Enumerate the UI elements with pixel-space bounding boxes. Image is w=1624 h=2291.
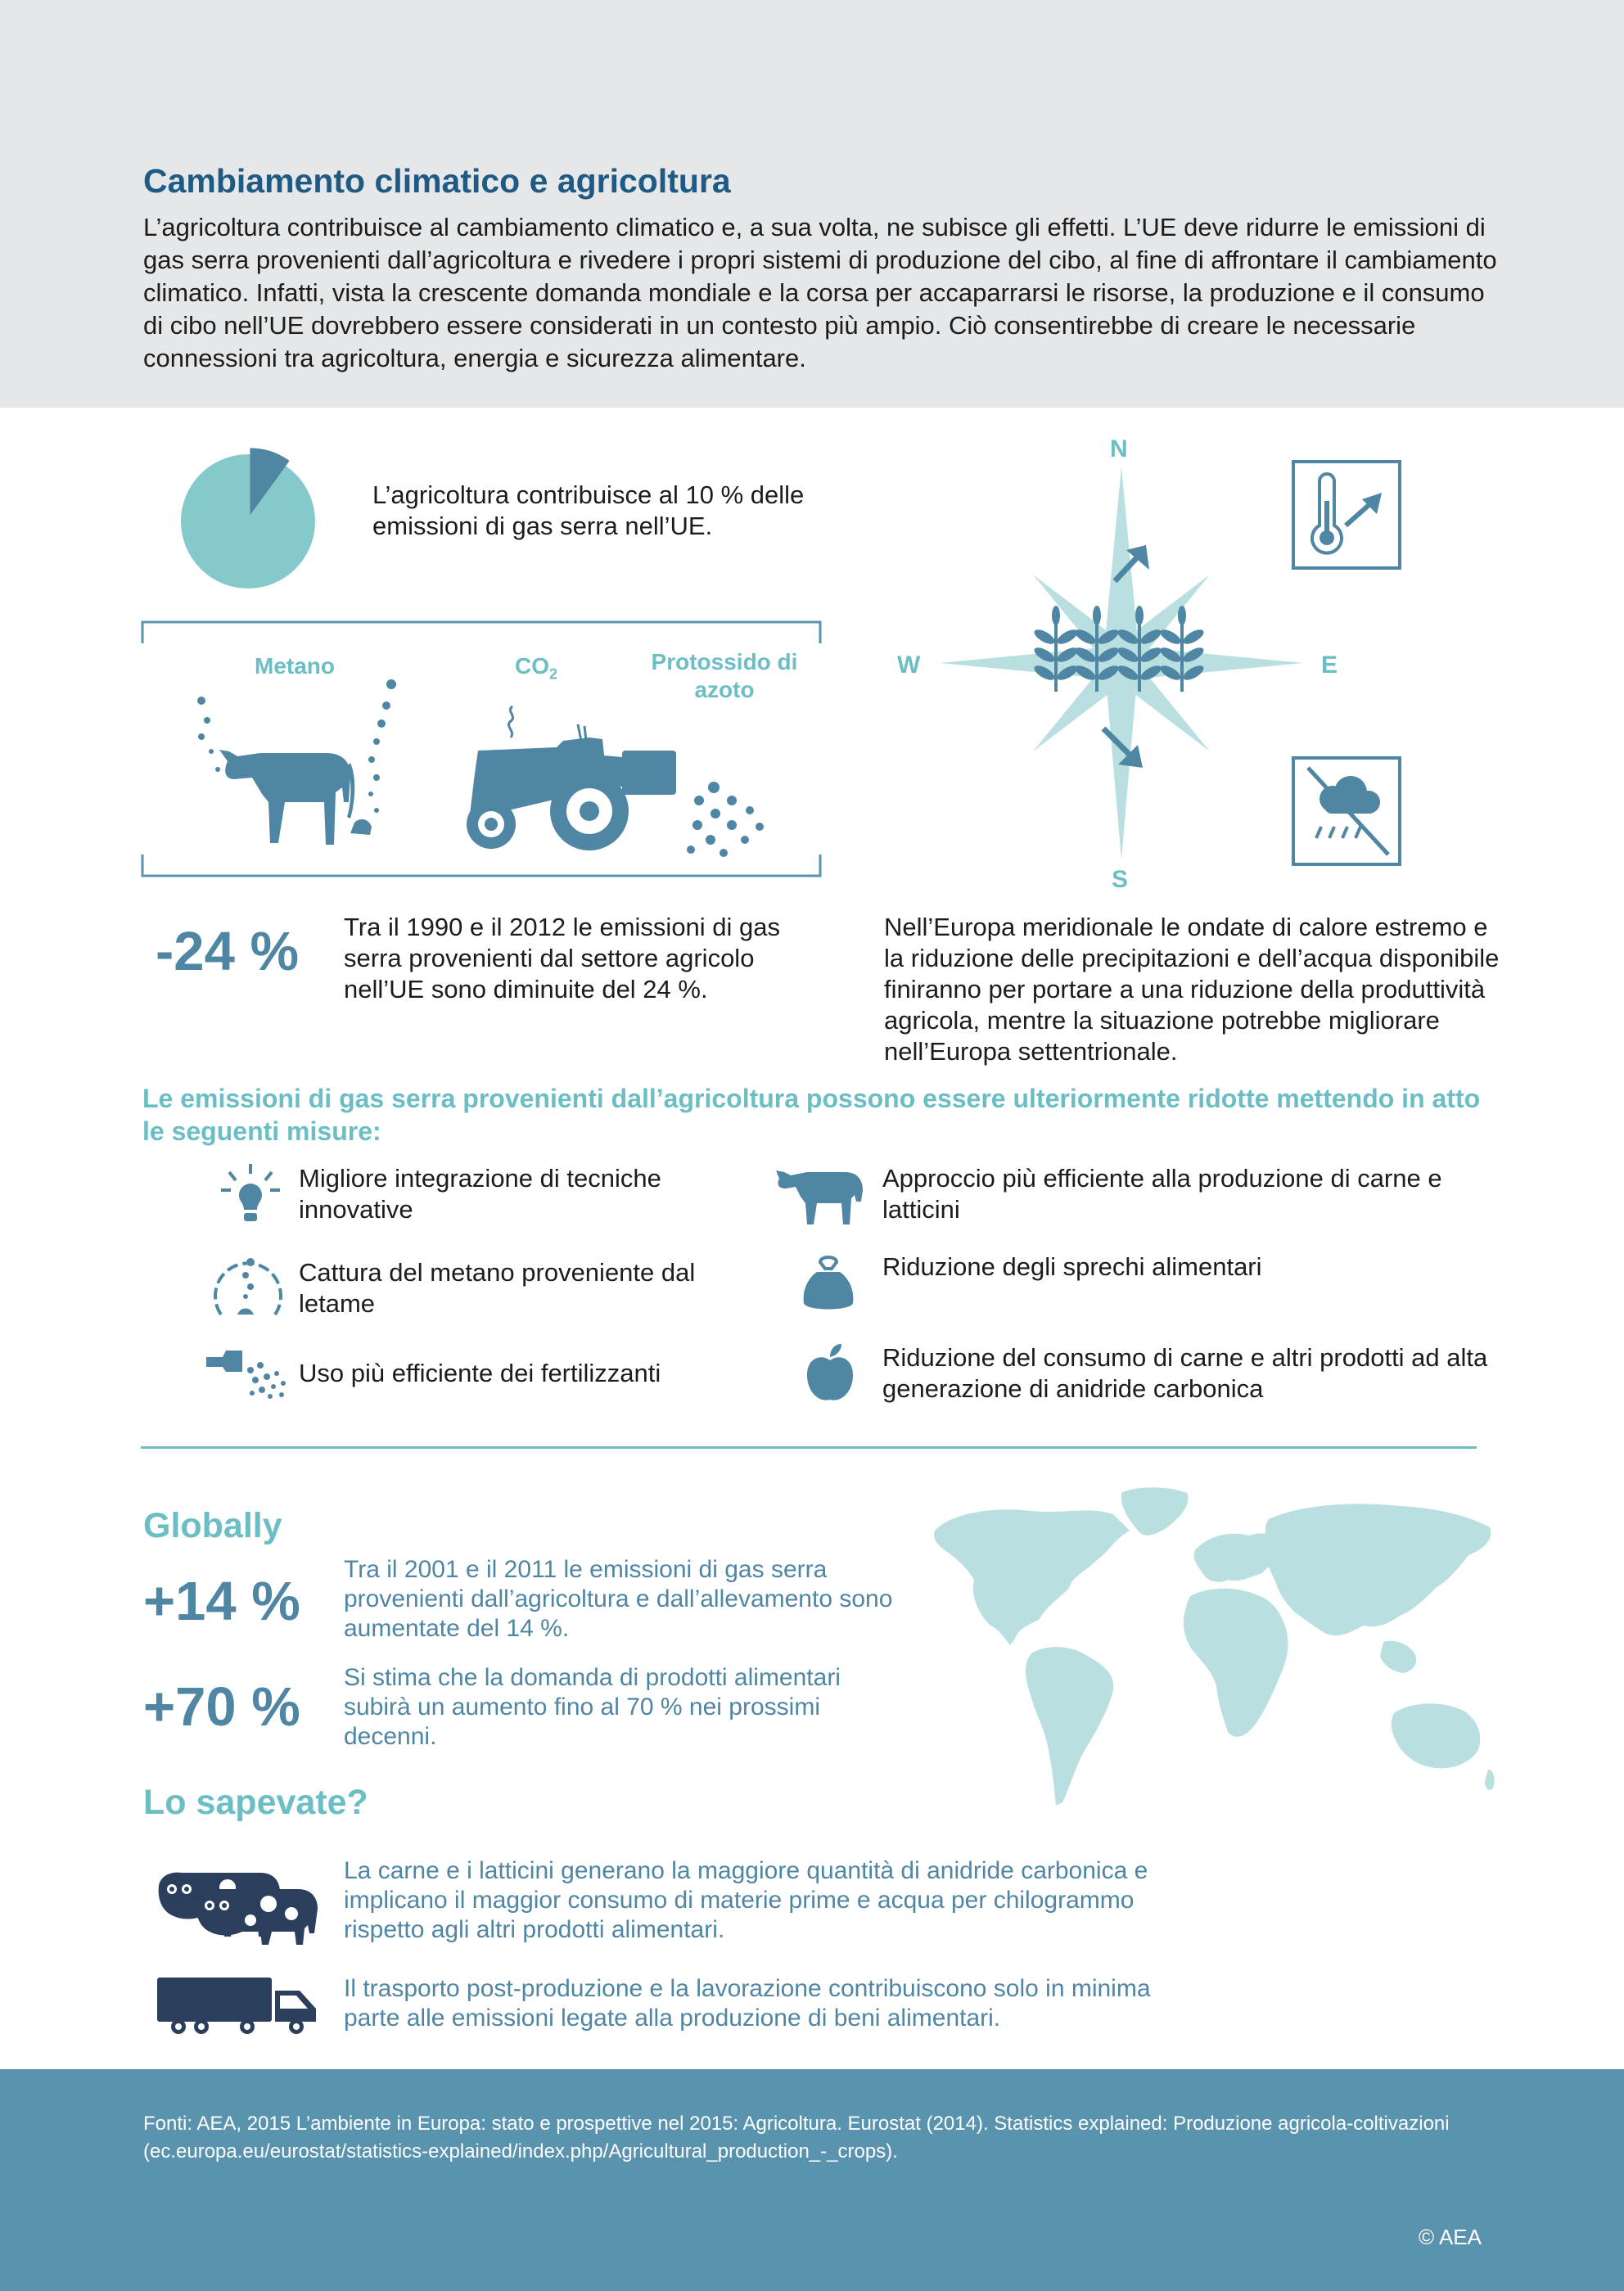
- fertilizer-icon: [205, 1346, 295, 1400]
- measure-right-3: Riduzione del consumo di carne e altri prodotti ad alta generazione di anidride carbonica: [882, 1343, 1488, 1403]
- global-stat-text-1: Tra il 2001 e il 2011 le emissioni di gas serra provenienti dall’agricoltura e dall’allevamento sono aumentate del 14 %.: [344, 1556, 893, 1642]
- co2-subscript: 2: [548, 665, 557, 683]
- map-southeast-asia: [1380, 1641, 1416, 1673]
- page-title: Cambiamento climatico e agricoltura: [143, 162, 731, 200]
- map-greenland: [1121, 1487, 1189, 1536]
- methane-label: Metano: [255, 653, 335, 679]
- cow-icon: [774, 1162, 866, 1224]
- compass-east: E: [1321, 652, 1338, 679]
- did-you-know-heading: Lo sapevate?: [143, 1783, 368, 1822]
- share-text: L’agricoltura contribuisce al 10 % delle emissioni di gas serra nell’UE.: [372, 480, 805, 540]
- intro-paragraph: L’agricoltura contribuisce al cambiamento climatico e, a sua volta, ne subisce gli effetti. L’UE deve ridurre le emissioni di gas serra provenienti dall’agricoltura e rivedere i propri sistemi di produzione del cibo, al fine di affrontare il cambiamento climatico. Infatti, vista la crescente domanda mondiale e la corsa per accaparrarsi le risorse, la produzione e il consumo di cibo nell’UE dovrebbero essere considerati in un contesto più ampio. Ciò consentirebbe di creare le necessarie connessioni tra agricoltura, energia e sicurezza alimentare.: [143, 213, 1497, 372]
- map-north-america: [934, 1509, 1130, 1645]
- reduced-rain-icon: [1292, 756, 1401, 866]
- sources-text: Fonti: AEA, 2015 L’ambiente in Europa: stato e prospettive nel 2015: Agricoltura. Eurostat (2014). Statistics explained: Produzione agricola-coltivazioni (ec.europa.eu/eurostat/statistics-explained/index.php/Agricultural_production_-_crops).: [143, 2113, 1450, 2162]
- nitrous-oxide-dots-icon: [679, 778, 769, 859]
- thermometer-rising-icon: [1292, 460, 1401, 570]
- map-australia: [1392, 1703, 1481, 1768]
- copyright-text: © AEA: [1419, 2225, 1482, 2249]
- compass-north: N: [1110, 435, 1128, 462]
- cows-icon: [154, 1863, 323, 1945]
- map-asia: [1265, 1504, 1491, 1635]
- apple-icon: [805, 1342, 855, 1405]
- map-new-zealand: [1485, 1770, 1495, 1790]
- measure-left-2: Cattura del metano proveniente dal letame: [299, 1258, 696, 1318]
- compass-rose: [900, 426, 1359, 884]
- lightbulb-icon: [218, 1162, 283, 1228]
- global-stat-text-2: Si stima che la domanda di prodotti alimentari subirà un aumento fino al 70 % nei prossimi decenni.: [344, 1664, 841, 1750]
- cow-methane-icon: [187, 671, 408, 851]
- section-divider: [141, 1446, 1477, 1449]
- compass-west: W: [897, 652, 921, 679]
- measures-heading: Le emissioni di gas serra provenienti dall’agricoltura possono essere ulteriormente ridotte mettendo in atto le seguenti misure:: [142, 1084, 1481, 1146]
- measure-right-2: Riduzione degli sprechi alimentari: [882, 1252, 1262, 1281]
- truck-icon: [156, 1976, 319, 2035]
- map-africa: [1184, 1589, 1288, 1737]
- compass-text: Nell’Europa meridionale le ondate di calore estremo e la riduzione delle precipitazioni e dell’acqua disponibile finiranno per portare a una riduzione della produttività agricola, mentre la situazione potrebbe migliorare nell’Europa settentrionale.: [884, 913, 1500, 1066]
- co2-text: CO: [514, 653, 549, 679]
- global-stat-value-1: +14 %: [143, 1571, 300, 1632]
- measure-right-1: Approccio più efficiente alla produzione di carne e latticini: [882, 1164, 1442, 1224]
- map-south-america: [1026, 1647, 1113, 1806]
- pie-rest-slice: [181, 454, 315, 589]
- measure-left-3: Uso più efficiente dei fertilizzanti: [299, 1359, 661, 1387]
- world-map: [925, 1481, 1498, 1825]
- compass-south: S: [1112, 866, 1129, 893]
- tractor-icon: [458, 692, 688, 855]
- share-pie-chart: [178, 442, 326, 598]
- global-stat-value-2: +70 %: [143, 1676, 300, 1738]
- eu-change-text: Tra il 1990 e il 2012 le emissioni di gas serra provenienti dal settore agricolo nell’UE sono diminuite del 24 %.: [344, 913, 781, 1003]
- eu-change-value: -24 %: [156, 921, 300, 982]
- co2-label: [491, 653, 581, 683]
- footer-band: [0, 2069, 1624, 2291]
- fact-text-2: Il trasporto post-produzione e la lavorazione contribuiscono solo in minima parte alle emissioni legate alla produzione di beni alimentari.: [344, 1975, 1151, 2032]
- methane-capture-icon: [211, 1249, 285, 1321]
- measure-left-1: Migliore integrazione di tecniche innovative: [299, 1164, 661, 1224]
- nitrous-oxide-label: Protossido di azoto: [651, 649, 798, 702]
- garbage-bag-icon: [802, 1254, 855, 1313]
- fact-text-1: La carne e i latticini generano la maggiore quantità di anidride carbonica e implicano il maggior consumo di materie prime e acqua per chilogrammo rispetto agli altri prodotti alimentari.: [344, 1857, 1148, 1943]
- globally-heading: Globally: [143, 1506, 282, 1545]
